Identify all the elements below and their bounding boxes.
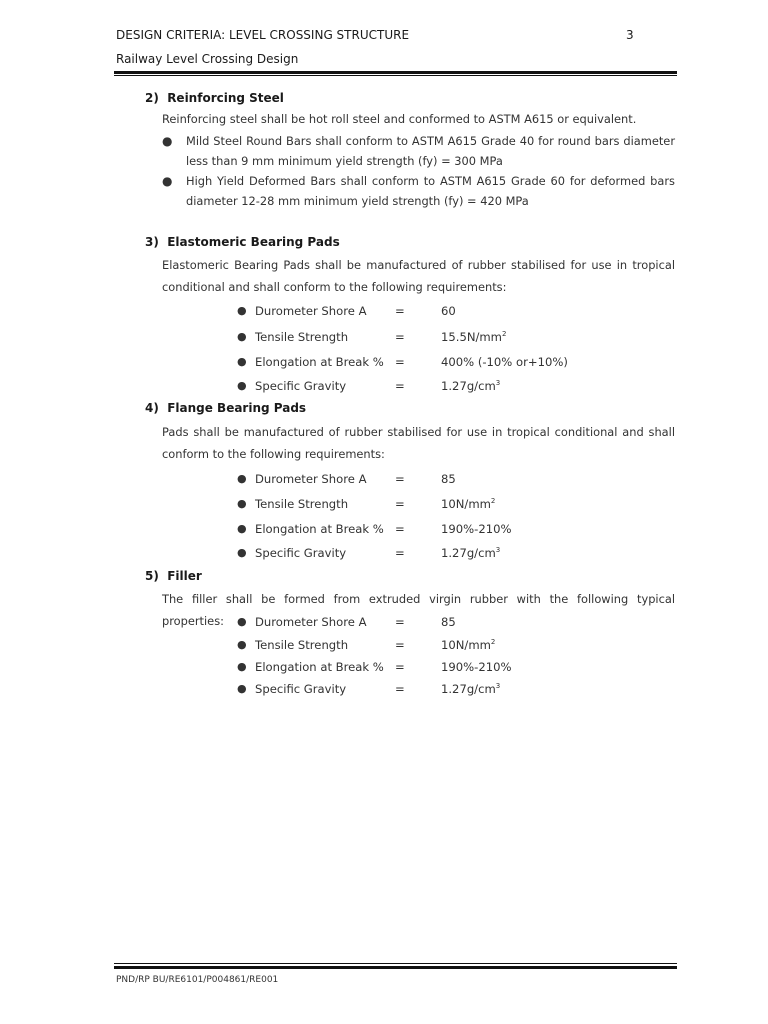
bullet-icon: ● [162, 174, 173, 188]
property-name: Durometer Shore A [255, 304, 367, 318]
section-number: 5) [145, 569, 159, 583]
property-value: 190%-210% [441, 522, 512, 536]
superscript: 3 [495, 546, 501, 554]
header-rule-thick [114, 71, 677, 74]
superscript: 3 [495, 682, 501, 690]
equals-sign: = [395, 546, 405, 560]
superscript: 2 [490, 638, 496, 646]
property-name: Durometer Shore A [255, 615, 367, 629]
equals-sign: = [395, 379, 405, 393]
property-value: $1.27g/cm^3$ [441, 546, 501, 560]
equals-sign: = [395, 497, 405, 511]
bullet-icon: ● [237, 355, 247, 368]
bullet-icon: ● [237, 615, 247, 628]
equals-sign: = [395, 355, 405, 369]
bullet-icon: ● [237, 546, 247, 559]
elastomeric-intro: Elastomeric Bearing Pads shall be manufactured of rubber stabilised for use in tropical conditional and shall conform to the following requirements: [162, 258, 675, 294]
section-heading-elastomeric-bearing-pads [145, 235, 340, 249]
bullet-icon: ● [237, 522, 247, 535]
bullet-text: Mild Steel Round Bars shall conform to ASTM A615 Grade 40 for round bars diameter less than 9 mm minimum yield strength (fy) = 300 MPa [186, 134, 675, 168]
property-value: $1.27g/cm^3$ [441, 379, 501, 393]
footer-rule-thick [114, 966, 677, 969]
bullet-text: High Yield Deformed Bars shall conform to ASTM A615 Grade 60 for deformed bars diameter 12-28 mm minimum yield strength (fy) = 420 MPa [186, 174, 675, 208]
header-subtitle: Railway Level Crossing Design [116, 52, 299, 66]
equals-sign: = [395, 660, 405, 674]
section-heading-flange-bearing-pads [145, 401, 306, 415]
superscript: 2 [501, 330, 507, 338]
property-name: Tensile Strength [255, 497, 349, 511]
property-value: 60 [441, 304, 456, 318]
property-name: Tensile Strength [255, 330, 349, 344]
equals-sign: = [395, 330, 405, 344]
property-value: $15.5N/mm^2$ [441, 330, 507, 344]
property-value: $10N/mm^2$ [441, 638, 496, 652]
property-value: 400% (-10% or+10%) [441, 355, 568, 369]
property-value: 190%-210% [441, 660, 512, 674]
section-number: 4) [145, 401, 159, 415]
property-name: Specific Gravity [255, 379, 347, 393]
property-name: Tensile Strength [255, 638, 349, 652]
equals-sign: = [395, 472, 405, 486]
footer-doc-code: PND/RP BU/RE6101/P004861/RE001 [116, 975, 279, 985]
bullet-icon: ● [237, 660, 247, 673]
property-value: 85 [441, 472, 456, 486]
reinforcing-bullet-mild-steel [162, 131, 675, 171]
bullet-icon: ● [237, 497, 247, 510]
superscript: 2 [490, 497, 496, 505]
section-heading-filler [145, 569, 202, 583]
section-title: Filler [167, 569, 202, 583]
section-title: Elastomeric Bearing Pads [167, 235, 340, 249]
header-title: DESIGN CRITERIA: LEVEL CROSSING STRUCTURE [116, 28, 410, 42]
flange-intro: Pads shall be manufactured of rubber stabilised for use in tropical conditional and shall conform to the following requirements: [162, 425, 675, 461]
equals-sign: = [395, 522, 405, 536]
superscript: 3 [495, 379, 501, 387]
bullet-icon: ● [237, 682, 247, 695]
reinforcing-bullet-high-yield [162, 171, 675, 211]
equals-sign: = [395, 615, 405, 629]
bullet-icon: ● [237, 638, 247, 651]
equals-sign: = [395, 682, 405, 696]
bullet-icon: ● [237, 304, 247, 317]
property-name: Elongation at Break % [255, 355, 384, 369]
reinforcing-intro: Reinforcing steel shall be hot roll steel and conformed to ASTM A615 or equivalent. [162, 112, 637, 126]
bullet-icon: ● [237, 379, 247, 392]
property-name: Durometer Shore A [255, 472, 367, 486]
property-name: Specific Gravity [255, 682, 347, 696]
property-value: 85 [441, 615, 456, 629]
page-number: 3 [626, 28, 634, 42]
bullet-icon: ● [237, 330, 247, 343]
section-number: 3) [145, 235, 159, 249]
bullet-icon: ● [237, 472, 247, 485]
property-value: $1.27g/cm^3$ [441, 682, 501, 696]
equals-sign: = [395, 304, 405, 318]
bullet-icon: ● [162, 134, 173, 148]
property-name: Specific Gravity [255, 546, 347, 560]
section-heading-reinforcing-steel [145, 91, 284, 105]
property-value: $10N/mm^2$ [441, 497, 496, 511]
section-title: Reinforcing Steel [167, 91, 284, 105]
footer-rule-thin [114, 963, 677, 964]
section-number: 2) [145, 91, 159, 105]
property-name: Elongation at Break % [255, 660, 384, 674]
filler-intro: The filler shall be formed from extruded virgin rubber with the following typical properties: [162, 592, 675, 628]
equals-sign: = [395, 638, 405, 652]
property-name: Elongation at Break % [255, 522, 384, 536]
section-title: Flange Bearing Pads [167, 401, 307, 415]
header-rule-thin [114, 75, 677, 76]
